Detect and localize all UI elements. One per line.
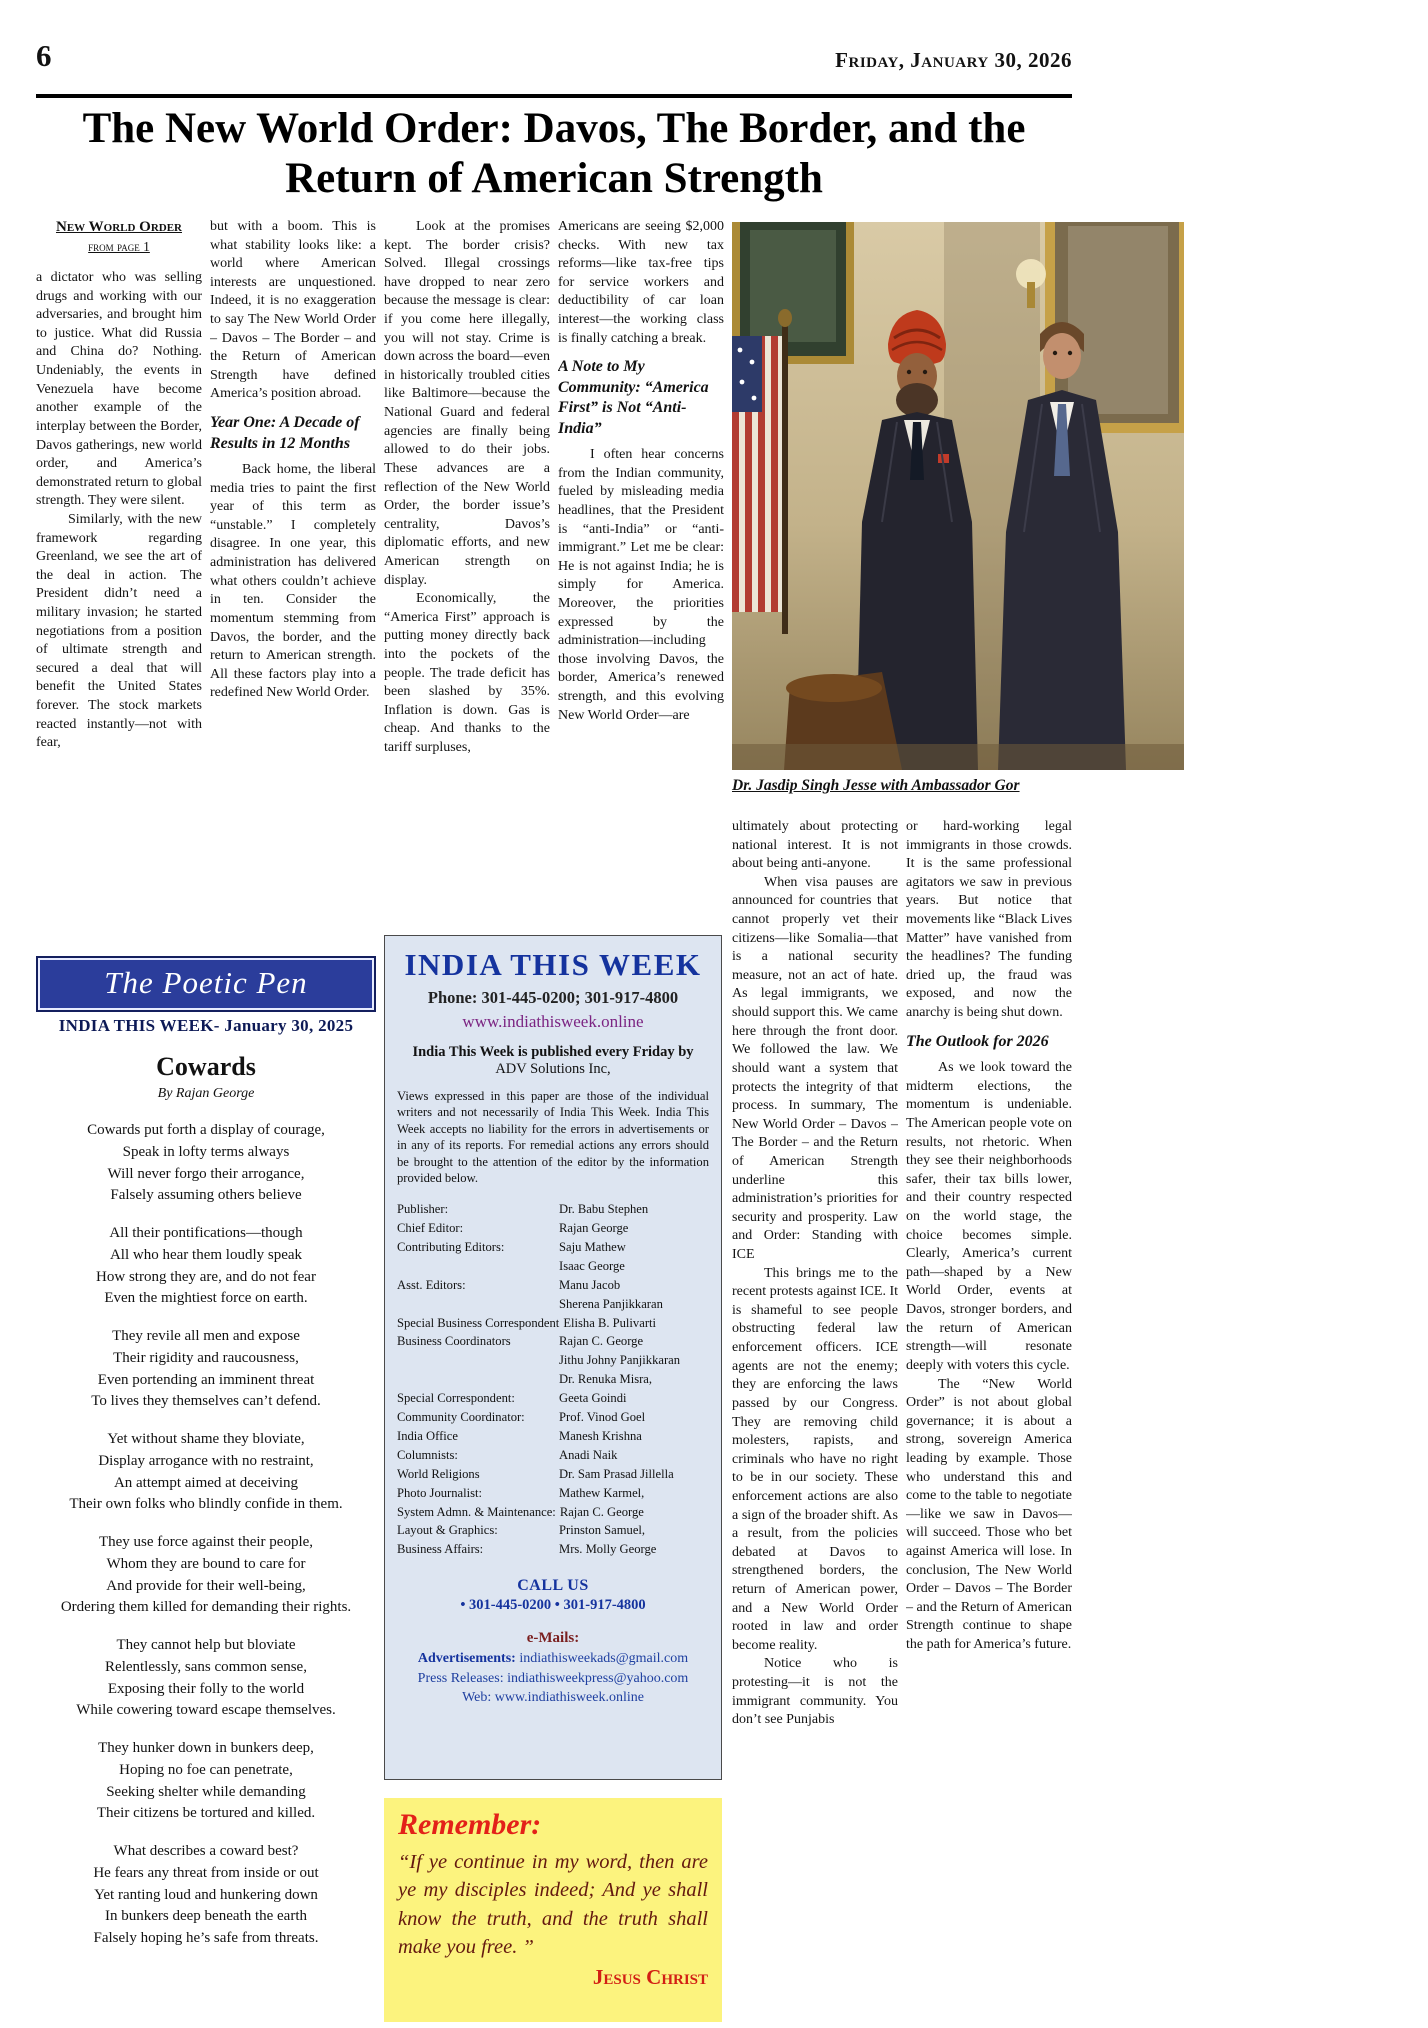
poem-line: They hunker down in bunkers deep, bbox=[98, 1740, 314, 1756]
poem-line: Will never forgo their arrogance, bbox=[107, 1165, 305, 1182]
poem-stanza bbox=[36, 1429, 376, 1516]
staff-name: Rajan C. George bbox=[559, 1334, 644, 1349]
staff-name: Manesh Krishna bbox=[559, 1428, 642, 1443]
poem-line: Yet ranting loud and hunkering down bbox=[94, 1886, 318, 1903]
section-heading: A Note to My Community: “America First” is Not “Anti-India” bbox=[558, 358, 709, 437]
advertisements-email bbox=[397, 1649, 709, 1669]
paragraph: When visa pauses are announced for countries that cannot properly vet their citizens—like Somalia—that is a national security measure, not an act of hate. As legal immigrants, we should support this. We came here through the front door. We followed the law. We should want a system that protects the integrity of that process. In summary, The New World Order – Davos – The Border – and the Return of American Strength underline this administration’s priorities for security and prosperity. Law and Order: Standing with ICE bbox=[732, 874, 898, 1263]
article-headline: The New World Order: Davos, The Border, and the Return of American Strength bbox=[82, 105, 1026, 202]
poem-line: They cannot help but bloviate bbox=[116, 1637, 296, 1653]
staff-row bbox=[397, 1503, 709, 1522]
paragraph: or hard-working legal immigrants in those crowds. It is the same professional agitators we saw in previous years. But notice that movements like “Black Lives Matter” have vanished from the headlines? The funding dried up, the fraud was exposed, and now the anarchy is being shut down. bbox=[906, 819, 1072, 1021]
poem-stanza bbox=[36, 1326, 376, 1413]
article-column-2 bbox=[210, 218, 376, 954]
photo-figure bbox=[732, 222, 1184, 795]
staff-role: Contributing Editors: bbox=[397, 1240, 505, 1255]
paragraph: but with a boom. This is what stability looks like: a world where American interests are unquestioned. Indeed, it is no exaggeration to say The New World Order – Davos – The Border – and the Return of American Strength have defined America’s position abroad. bbox=[210, 219, 376, 402]
staff-name: Rajan C. George bbox=[559, 1504, 644, 1519]
staff-role: Chief Editor: bbox=[397, 1221, 464, 1236]
section-heading: The Outlook for 2026 bbox=[906, 1032, 1049, 1050]
staff-name: Saju Mathew bbox=[559, 1240, 626, 1255]
web-address: Web: www.indiathisweek.online bbox=[462, 1690, 644, 1706]
staff-role: Layout & Graphics: bbox=[397, 1523, 498, 1538]
staff-name: Rajan George bbox=[559, 1221, 629, 1236]
poetic-pen-dateline: INDIA THIS WEEK- January 30, 2025 bbox=[58, 1016, 354, 1035]
staff-name: Manu Jacob bbox=[559, 1277, 621, 1292]
staff-name: Sherena Panjikkaran bbox=[559, 1296, 663, 1311]
masthead-publisher-company: ADV Solutions Inc, bbox=[495, 1061, 611, 1078]
press-releases-email: Press Releases: indiathisweekpress@yahoo.com bbox=[417, 1670, 689, 1686]
paragraph: This brings me to the recent protests against ICE. It is shameful to see people obstructing federal law enforcement officers. ICE agents are not the enemy; they are enforcing the laws passed by our Congress. They are removing child molesters, rapists, and criminals who have no right to be in our society. These enforcement actions are also a sign of the broader shift. As a result, from the policies debated at Davos to strengthened borders, the return of American power, and a New World Order rooted in law and order become reality. bbox=[732, 1265, 898, 1653]
page-date: Friday, January 30, 2026 bbox=[835, 48, 1072, 72]
poem-title: Cowards bbox=[156, 1052, 256, 1081]
staff-role: Asst. Editors: bbox=[397, 1277, 466, 1292]
poem-line: They use force against their people, bbox=[98, 1534, 314, 1550]
article-column-4 bbox=[558, 218, 724, 932]
paragraph: Look at the promises kept. The border crisis? Solved. Illegal crossings have dropped to near zero because the message is clear: if you come here illegally, you will not stay. Crime is down across the board—even in historically troubled cities like Baltimore—because the National Guard and federal agencies are finally being allowed to do their jobs. These advances are a reflection of the New World Order, the border issue’s centrality, Davos’s diplomatic efforts, and new American strength on display. bbox=[384, 219, 550, 588]
masthead-box bbox=[384, 935, 722, 1780]
staff-names bbox=[559, 1200, 709, 1219]
masthead-website: www.indiathisweek.online bbox=[462, 1012, 644, 1032]
staff-name: Mathew Karmel, bbox=[559, 1485, 645, 1500]
staff-names bbox=[559, 1540, 709, 1559]
staff-role: Business Affairs: bbox=[397, 1542, 484, 1557]
staff-names bbox=[559, 1427, 709, 1446]
poem-line: Ordering them killed for demanding their rights. bbox=[60, 1599, 352, 1616]
poem-stanza bbox=[36, 1841, 376, 1950]
continuation-subtitle: from page 1 bbox=[88, 238, 150, 254]
poem-line: And provide for their well-being, bbox=[106, 1577, 306, 1594]
paragraph: Economically, the “America First” approach is putting money directly back into the pockets of the people. The trade deficit has been slashed by 35%. Inflation is down. Gas is cheap. And thanks to the tariff surpluses, bbox=[384, 591, 550, 756]
paragraph: a dictator who was selling drugs and working with our adversaries, and brought him to justice. What did Russia and China do? Nothing. Undeniably, the events in Venezuela have become another example of the interplay between the Border, Davos gatherings, new world order, and America’s demonstrated return to global strength. They were silent. bbox=[36, 270, 202, 509]
article-photo bbox=[732, 222, 1184, 770]
emails-heading: e-Mails: bbox=[526, 1630, 580, 1647]
staff-row bbox=[397, 1219, 709, 1238]
poem-stanza bbox=[36, 1532, 376, 1619]
article-column-6 bbox=[906, 818, 1072, 2024]
staff-role: Community Coordinator: bbox=[397, 1410, 525, 1425]
poem-stanza bbox=[36, 1223, 376, 1310]
poem-line: How strong they are, and do not fear bbox=[96, 1268, 316, 1285]
staff-row bbox=[397, 1276, 709, 1314]
staff-row bbox=[397, 1389, 709, 1408]
poem-line: Cowards put forth a display of courage, bbox=[87, 1122, 325, 1138]
advertisements-label: Advertisements: bbox=[417, 1651, 516, 1667]
paragraph: Similarly, with the new framework regarding Greenland, we see the art of the deal in action. The President didn’t need a military invasion; he started negotiations from a position of ultimate strength and secured a deal that will benefit the United States forever. The stock markets reacted instantly—not with fear, bbox=[36, 511, 202, 751]
staff-names bbox=[559, 1408, 709, 1427]
staff-name: Prinston Samuel, bbox=[559, 1523, 646, 1538]
staff-name: Anadi Naik bbox=[559, 1447, 618, 1462]
scripture-attribution: Jesus Christ bbox=[592, 1965, 708, 1990]
staff-name: Jithu Johny Panjikkaran bbox=[559, 1353, 681, 1368]
poem-line: All their pontifications—though bbox=[109, 1225, 303, 1241]
paragraph: I often hear concerns from the Indian community, fueled by misleading media headlines, that the President is “anti-India” or “anti-immigrant.” Let me be clear: He is not against India; he is simply for America. Moreover, the priorities expressed by the administration—including those involving Davos, the border, America’s renewed strength, and this evolving New World Order—are bbox=[558, 447, 724, 723]
call-us-numbers: • 301-445-0200 • 301-917-4800 bbox=[460, 1597, 646, 1614]
article-column-1 bbox=[36, 218, 202, 954]
poem-line: Seeking shelter while demanding bbox=[106, 1783, 306, 1800]
poem-line: Yet without shame they bloviate, bbox=[107, 1431, 305, 1447]
staff-row bbox=[397, 1465, 709, 1484]
staff-row bbox=[397, 1408, 709, 1427]
poem-line: Falsely hoping he’s safe from threats. bbox=[93, 1930, 319, 1946]
staff-row bbox=[397, 1540, 709, 1559]
staff-role: Photo Journalist: bbox=[397, 1485, 483, 1500]
staff-row bbox=[397, 1200, 709, 1219]
poem-line: In bunkers deep beneath the earth bbox=[105, 1908, 307, 1925]
masthead-phone: Phone: 301-445-0200; 301-917-4800 bbox=[427, 988, 679, 1008]
poem-line: Their own folks who blindly confide in them. bbox=[69, 1496, 343, 1513]
staff-names bbox=[559, 1446, 709, 1465]
staff-name: Isaac George bbox=[559, 1258, 625, 1273]
poem-line: Whom they are bound to care for bbox=[106, 1555, 306, 1572]
poem-line: Even portending an imminent threat bbox=[97, 1371, 315, 1388]
poem-stanza bbox=[36, 1738, 376, 1825]
masthead-title: INDIA THIS WEEK bbox=[404, 947, 702, 982]
poem-line: Even the mightiest force on earth. bbox=[104, 1290, 308, 1307]
staff-role: Special Correspondent: bbox=[397, 1391, 515, 1406]
poetic-pen-banner bbox=[36, 956, 376, 1038]
poem-line: They revile all men and expose bbox=[112, 1328, 300, 1344]
staff-role: World Religions bbox=[397, 1466, 480, 1481]
paragraph: Americans are seeing $2,000 checks. With new tax reforms—like tax-free tips for service workers and deductibility of car loan interest—the working class is finally catching a break. bbox=[558, 219, 724, 346]
staff-name: Elisha B. Pulivarti bbox=[563, 1315, 657, 1330]
staff-name: Mrs. Molly George bbox=[559, 1542, 657, 1557]
american-flag bbox=[732, 309, 792, 634]
poem-line: An attempt aimed at deceiving bbox=[113, 1474, 299, 1491]
masthead-published-line: India This Week is published every Friday by bbox=[412, 1044, 694, 1061]
poem-line: Hoping no foe can penetrate, bbox=[119, 1761, 293, 1778]
staff-names bbox=[559, 1276, 709, 1314]
staff-name: Prof. Vinod Goel bbox=[559, 1410, 646, 1425]
article-column-3 bbox=[384, 218, 550, 932]
staff-role: Columnists: bbox=[397, 1447, 458, 1462]
floor bbox=[732, 744, 1184, 770]
continuation-note bbox=[36, 218, 202, 255]
poem-line: Exposing their folly to the world bbox=[107, 1680, 305, 1697]
staff-names bbox=[560, 1503, 709, 1522]
photo-caption: Dr. Jasdip Singh Jesse with Ambassador Gor bbox=[732, 777, 1020, 794]
staff-name: Geeta Goindi bbox=[559, 1391, 627, 1406]
masthead-disclaimer: Views expressed in this paper are those of the individual writers and not necessarily of India This Week. India This Week accepts no liability for the errors in advertisements or in any of its reports. For remedial actions any errors should be brought to the attention of the editor by the information provided below. bbox=[397, 1089, 709, 1185]
continuation-title: New World Order bbox=[55, 219, 182, 235]
advertisements-address: indiathisweekads@gmail.com bbox=[519, 1651, 689, 1667]
staff-row bbox=[397, 1446, 709, 1465]
poem-line: Display arrogance with no restraint, bbox=[98, 1452, 314, 1469]
staff-names bbox=[559, 1219, 709, 1238]
staff-names bbox=[559, 1521, 709, 1540]
staff-row bbox=[397, 1427, 709, 1446]
poem-line: Relentlessly, sans common sense, bbox=[105, 1658, 307, 1675]
poem bbox=[36, 1052, 376, 1982]
staff-names bbox=[559, 1389, 709, 1408]
poem-line: He fears any threat from inside or out bbox=[93, 1864, 319, 1881]
header-rule bbox=[36, 94, 1072, 98]
staff-role: Publisher: bbox=[397, 1202, 449, 1217]
staff-row bbox=[397, 1238, 709, 1276]
staff-name: Dr. Babu Stephen bbox=[559, 1202, 649, 1217]
scripture-quote: “If ye continue in my word, then are ye my disciples indeed; And ye shall know the truth, and the truth shall make you free. ” bbox=[398, 1851, 708, 1958]
poem-stanza bbox=[36, 1635, 376, 1722]
paragraph: ultimately about protecting national interest. It is not about being anti-anyone. bbox=[732, 819, 898, 872]
poem-line: Their rigidity and raucousness, bbox=[113, 1349, 299, 1366]
staff-name: Dr. Sam Prasad Jillella bbox=[559, 1466, 674, 1481]
poem-line: Falsely assuming others believe bbox=[110, 1187, 302, 1204]
poem-line: Speak in lofty terms always bbox=[122, 1143, 290, 1160]
poetic-pen-title: The Poetic Pen bbox=[36, 956, 376, 1012]
staff-names bbox=[559, 1332, 709, 1389]
poem-line: All who hear them loudly speak bbox=[109, 1246, 303, 1263]
staff-row bbox=[397, 1521, 709, 1540]
call-us-heading: CALL US bbox=[517, 1577, 589, 1595]
section-heading: Year One: A Decade of Results in 12 Months bbox=[210, 414, 360, 452]
staff-list bbox=[397, 1200, 709, 1559]
paragraph: As we look toward the midterm elections, the momentum is undeniable. The American people vote on results, not rhetoric. When they see their neighborhoods safer, their tax bills lower, and their country respected on the world stage, the choice becomes simple. Clearly, America’s current path—shaped by a New World Order, events at Davos, stronger borders, and the return of American strength—will resonate deeply with voters this cycle. bbox=[906, 1060, 1072, 1373]
poem-line: While cowering toward escape themselves. bbox=[76, 1702, 336, 1719]
staff-role: Special Business Correspondent bbox=[397, 1315, 560, 1330]
scripture-box bbox=[384, 1798, 722, 2022]
poem-line: To lives they themselves can’t defend. bbox=[91, 1393, 321, 1410]
page-header bbox=[36, 40, 1072, 71]
staff-names bbox=[559, 1484, 709, 1503]
poem-line: Their citizens be tortured and killed. bbox=[96, 1805, 316, 1822]
article-column-5 bbox=[732, 818, 898, 2024]
staff-names bbox=[559, 1238, 709, 1276]
staff-role: Business Coordinators bbox=[397, 1334, 511, 1349]
staff-role: India Office bbox=[397, 1428, 458, 1443]
staff-name: Dr. Renuka Misra, bbox=[559, 1372, 653, 1387]
remember-label: Remember: bbox=[398, 1808, 542, 1841]
staff-names bbox=[563, 1314, 709, 1333]
staff-row bbox=[397, 1332, 709, 1389]
poem-byline: By Rajan George bbox=[157, 1086, 255, 1101]
staff-row bbox=[397, 1314, 709, 1333]
staff-role: System Admn. & Maintenance: bbox=[397, 1504, 556, 1519]
poem-line: What describes a coward best? bbox=[113, 1843, 299, 1859]
paragraph: The “New World Order” is not about global governance; it is about a strong, sovereign America leading by example. Those who understand this and come to the table to negotiate—like we saw in Davos—will succeed. Those who bet against America will lose. In conclusion, The New World Order – Davos – The Border – and the Return of American Strength continue to shape the path for America’s future. bbox=[906, 1376, 1072, 1653]
page-number: 6 bbox=[36, 38, 52, 73]
emails-block bbox=[397, 1628, 709, 1708]
staff-names bbox=[559, 1465, 709, 1484]
paragraph: Back home, the liberal media tries to paint the first year of this term as “unstable.” I completely disagree. In one year, this administration has delivered what others couldn’t achieve in ten. Consider the momentum stemming from Davos, the border, and the return to American strength. All these factors play into a redefined New World Order. bbox=[210, 462, 376, 701]
paragraph: Notice who is protesting—it is not the immigrant community. You don’t see Punjabis bbox=[732, 1656, 898, 1728]
poem-stanza bbox=[36, 1120, 376, 1207]
staff-row bbox=[397, 1484, 709, 1503]
